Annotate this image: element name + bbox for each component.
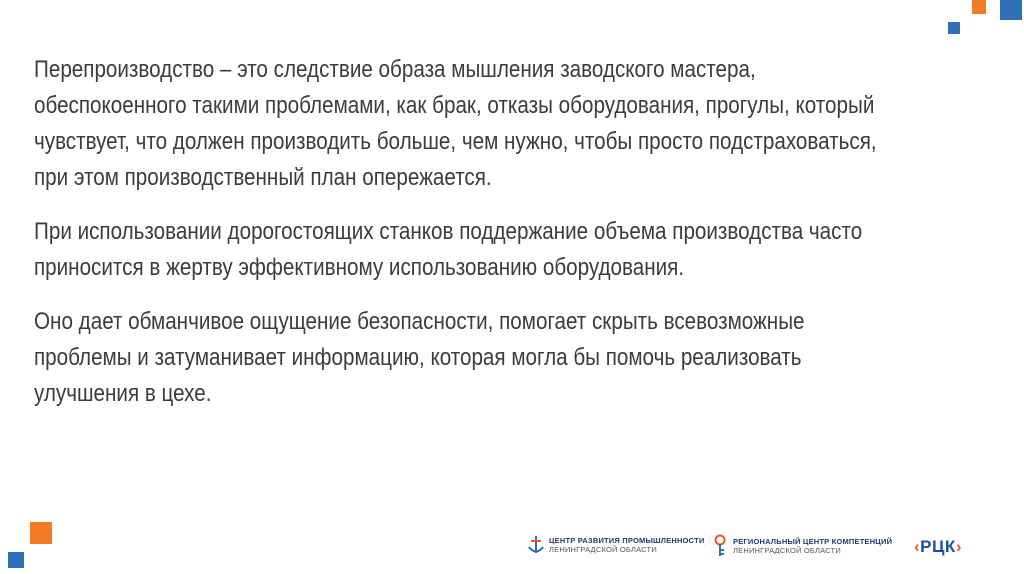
logo2-line2: ЛЕНИНГРАДСКОЙ ОБЛАСТИ xyxy=(733,546,841,555)
bracket-right-icon: › xyxy=(955,537,962,556)
decor-square-blue-top xyxy=(1000,0,1022,20)
bracket-left-icon: ‹ xyxy=(914,537,921,556)
footer-logos xyxy=(0,528,1024,568)
anchor-icon xyxy=(527,534,545,556)
logo-rck xyxy=(914,537,962,557)
decor-square-orange-top xyxy=(972,0,986,14)
decor-square-blue-small-top xyxy=(948,22,960,34)
paragraph-3: Оно дает обманчивое ощущение безопасности, помогает скрыть всевозможные проблемы и затуманивает информацию, которая могла бы помочь реализовать улучшения в цехе. xyxy=(34,308,805,407)
logo-industry-center xyxy=(527,534,704,556)
paragraph-1: Перепроизводство – это следствие образа мышления заводского мастера, обеспокоенного такими проблемами, как брак, отказы оборудования, прогулы, который чувствует, что должен производить больше, чем нужно, чтобы просто подстраховаться, при этом производственный план опережается. xyxy=(34,56,877,191)
paragraph-2: При использовании дорогостоящих станков поддержание объема производства часто приносится в жертву эффективному использованию оборудования. xyxy=(34,218,863,281)
key-icon xyxy=(712,534,728,558)
slide-body xyxy=(34,52,980,430)
logo1-line1: ЦЕНТР РАЗВИТИЯ ПРОМЫШЛЕННОСТИ xyxy=(549,536,705,545)
logo3-text: РЦК xyxy=(920,537,956,556)
logo2-line1: РЕГИОНАЛЬНЫЙ ЦЕНТР КОМПЕТЕНЦИЙ xyxy=(733,537,893,546)
logo1-line2: ЛЕНИНГРАДСКОЙ ОБЛАСТИ xyxy=(549,545,657,554)
logo-competence-center xyxy=(712,534,892,558)
